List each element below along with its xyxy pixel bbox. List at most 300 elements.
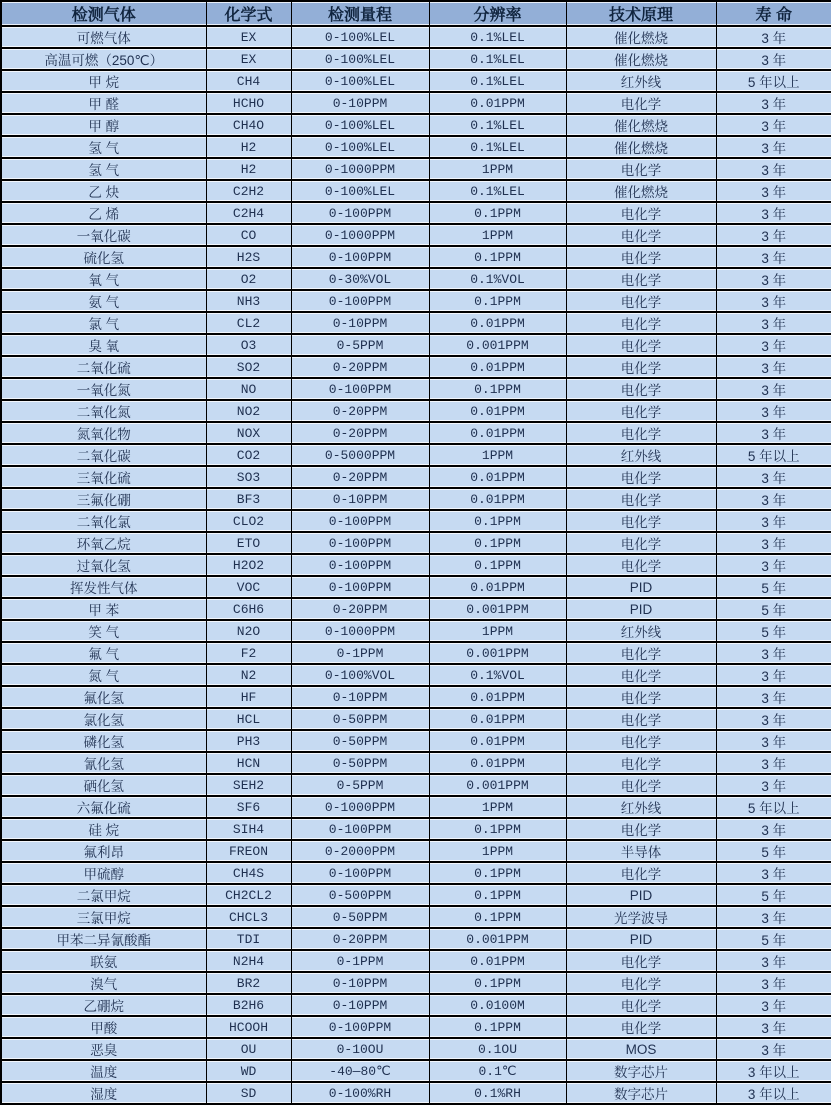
cell-lifespan: 3 年 [716,312,831,334]
cell-range: 0-100PPM [291,1016,429,1038]
cell-resolution: 0.1%RH [429,1082,566,1104]
cell-lifespan: 3 年 [716,708,831,730]
cell-resolution: 1PPM [429,224,566,246]
cell-resolution: 0.01PPM [429,466,566,488]
cell-range: 0-5PPM [291,774,429,796]
cell-formula: BR2 [206,972,291,994]
cell-gas-name: 氯化氢 [1,708,206,730]
cell-range: 0-10PPM [291,972,429,994]
cell-range: 0-1000PPM [291,224,429,246]
cell-resolution: 0.1OU [429,1038,566,1060]
cell-gas-name: 氟 气 [1,642,206,664]
cell-lifespan: 3 年 [716,356,831,378]
cell-resolution: 0.1%LEL [429,70,566,92]
cell-principle: 电化学 [566,290,716,312]
cell-principle: 电化学 [566,950,716,972]
cell-principle: 电化学 [566,224,716,246]
table-row [1,884,831,906]
cell-formula: HCHO [206,92,291,114]
cell-formula: CH2CL2 [206,884,291,906]
cell-formula: CLO2 [206,510,291,532]
table-row [1,620,831,642]
cell-range: 0-100%LEL [291,180,429,202]
cell-principle: MOS [566,1038,716,1060]
cell-gas-name: 甲 醛 [1,92,206,114]
table-header [1,1,831,26]
cell-principle: 电化学 [566,642,716,664]
table-row [1,114,831,136]
cell-lifespan: 3 年 [716,290,831,312]
cell-lifespan: 3 年 [716,532,831,554]
cell-range: 0-5000PPM [291,444,429,466]
cell-principle: PID [566,928,716,950]
table-row [1,532,831,554]
cell-formula: H2O2 [206,554,291,576]
cell-resolution: 0.1PPM [429,378,566,400]
cell-range: 0-100%LEL [291,114,429,136]
cell-formula: HCL [206,708,291,730]
table-row [1,686,831,708]
cell-principle: 半导体 [566,840,716,862]
cell-gas-name: 过氧化氢 [1,554,206,576]
cell-resolution: 1PPM [429,620,566,642]
cell-lifespan: 5 年 [716,620,831,642]
cell-lifespan: 3 年 [716,246,831,268]
table-row [1,576,831,598]
table-row [1,598,831,620]
cell-range: 0-10PPM [291,92,429,114]
cell-gas-name: 乙 炔 [1,180,206,202]
cell-range: 0-100PPM [291,554,429,576]
cell-principle: 电化学 [566,378,716,400]
cell-principle: 电化学 [566,818,716,840]
cell-gas-name: 臭 氧 [1,334,206,356]
cell-lifespan: 3 年 [716,774,831,796]
cell-range: 0-20PPM [291,400,429,422]
cell-formula: SIH4 [206,818,291,840]
cell-gas-name: 二氧化氯 [1,510,206,532]
cell-principle: 电化学 [566,466,716,488]
cell-range: 0-1000PPM [291,158,429,180]
cell-lifespan: 3 年 [716,224,831,246]
cell-formula: NO [206,378,291,400]
cell-range: 0-50PPM [291,730,429,752]
cell-resolution: 0.1PPM [429,246,566,268]
cell-lifespan: 3 年 [716,334,831,356]
cell-formula: BF3 [206,488,291,510]
table-row [1,928,831,950]
cell-gas-name: 氟化氢 [1,686,206,708]
cell-formula: N2 [206,664,291,686]
cell-lifespan: 3 年 [716,422,831,444]
cell-lifespan: 3 年 [716,686,831,708]
cell-principle: 电化学 [566,664,716,686]
cell-range: -40—80℃ [291,1060,429,1082]
cell-range: 0-100PPM [291,818,429,840]
cell-formula: EX [206,48,291,70]
table-row [1,906,831,928]
cell-range: 0-20PPM [291,928,429,950]
cell-lifespan: 3 年 [716,642,831,664]
cell-gas-name: 磷化氢 [1,730,206,752]
cell-formula: N2H4 [206,950,291,972]
cell-range: 0-10PPM [291,994,429,1016]
cell-lifespan: 3 年 [716,26,831,48]
cell-lifespan: 3 年 [716,378,831,400]
cell-range: 0-100%LEL [291,26,429,48]
cell-resolution: 0.001PPM [429,928,566,950]
cell-range: 0-500PPM [291,884,429,906]
cell-formula: SO3 [206,466,291,488]
cell-gas-name: 二氧化硫 [1,356,206,378]
cell-formula: SF6 [206,796,291,818]
cell-resolution: 0.01PPM [429,708,566,730]
header-principle: 技术原理 [566,1,716,26]
cell-formula: H2 [206,136,291,158]
cell-lifespan: 3 年 [716,158,831,180]
table-row [1,554,831,576]
table-row [1,708,831,730]
cell-gas-name: 氯 气 [1,312,206,334]
cell-principle: 电化学 [566,246,716,268]
table-row [1,48,831,70]
cell-formula: NOX [206,422,291,444]
cell-resolution: 0.1PPM [429,532,566,554]
cell-lifespan: 3 年 [716,818,831,840]
cell-principle: 电化学 [566,356,716,378]
cell-lifespan: 3 年 [716,730,831,752]
cell-principle: 电化学 [566,92,716,114]
cell-formula: ETO [206,532,291,554]
table-row [1,158,831,180]
cell-resolution: 0.1PPM [429,202,566,224]
cell-gas-name: 联氨 [1,950,206,972]
cell-formula: PH3 [206,730,291,752]
cell-gas-name: 可燃气体 [1,26,206,48]
cell-formula: CH4O [206,114,291,136]
table-row [1,180,831,202]
cell-principle: 电化学 [566,554,716,576]
table-row [1,818,831,840]
cell-formula: CO2 [206,444,291,466]
cell-range: 0-100%LEL [291,48,429,70]
cell-range: 0-100PPM [291,862,429,884]
cell-principle: 电化学 [566,994,716,1016]
cell-formula: N2O [206,620,291,642]
table-row [1,1082,831,1104]
cell-gas-name: 氰化氢 [1,752,206,774]
cell-range: 0-1000PPM [291,796,429,818]
cell-principle: PID [566,576,716,598]
table-row [1,730,831,752]
cell-formula: HF [206,686,291,708]
header-gas-name: 检测气体 [1,1,206,26]
cell-gas-name: 挥发性气体 [1,576,206,598]
cell-principle: 催化燃烧 [566,26,716,48]
cell-resolution: 0.1%LEL [429,48,566,70]
cell-formula: CH4 [206,70,291,92]
cell-resolution: 0.1PPM [429,906,566,928]
cell-formula: F2 [206,642,291,664]
cell-principle: 电化学 [566,1016,716,1038]
cell-range: 0-50PPM [291,752,429,774]
cell-resolution: 0.1℃ [429,1060,566,1082]
cell-lifespan: 3 年以上 [716,1082,831,1104]
cell-principle: 电化学 [566,972,716,994]
cell-gas-name: 笑 气 [1,620,206,642]
table-row [1,510,831,532]
cell-gas-name: 六氟化硫 [1,796,206,818]
cell-gas-name: 二氧化碳 [1,444,206,466]
cell-principle: 红外线 [566,620,716,642]
cell-gas-name: 氧 气 [1,268,206,290]
cell-range: 0-100%LEL [291,70,429,92]
cell-range: 0-10PPM [291,312,429,334]
cell-resolution: 1PPM [429,796,566,818]
cell-gas-name: 三氧化硫 [1,466,206,488]
cell-lifespan: 5 年 [716,598,831,620]
cell-formula: SEH2 [206,774,291,796]
cell-range: 0-10PPM [291,488,429,510]
cell-resolution: 0.001PPM [429,598,566,620]
cell-gas-name: 氨 气 [1,290,206,312]
cell-formula: C2H4 [206,202,291,224]
cell-principle: PID [566,884,716,906]
cell-range: 0-100%LEL [291,136,429,158]
table-row [1,752,831,774]
cell-gas-name: 乙硼烷 [1,994,206,1016]
table-row [1,290,831,312]
cell-resolution: 0.01PPM [429,356,566,378]
cell-principle: 数字芯片 [566,1082,716,1104]
header-row [1,1,831,26]
cell-gas-name: 氮 气 [1,664,206,686]
cell-gas-name: 硅 烷 [1,818,206,840]
cell-gas-name: 三氟化硼 [1,488,206,510]
cell-resolution: 0.01PPM [429,576,566,598]
table-row [1,664,831,686]
cell-lifespan: 3 年 [716,554,831,576]
cell-principle: 电化学 [566,422,716,444]
cell-lifespan: 3 年 [716,400,831,422]
cell-range: 0-20PPM [291,356,429,378]
cell-formula: HCOOH [206,1016,291,1038]
cell-gas-name: 氢 气 [1,136,206,158]
cell-lifespan: 3 年 [716,994,831,1016]
cell-lifespan: 5 年 [716,840,831,862]
table-row [1,994,831,1016]
table-row [1,202,831,224]
cell-principle: 光学波导 [566,906,716,928]
cell-principle: 电化学 [566,730,716,752]
table-row [1,268,831,290]
cell-gas-name: 温度 [1,1060,206,1082]
cell-principle: PID [566,598,716,620]
cell-gas-name: 一氧化碳 [1,224,206,246]
cell-formula: C6H6 [206,598,291,620]
cell-resolution: 0.01PPM [429,312,566,334]
table-row [1,92,831,114]
cell-lifespan: 3 年 [716,488,831,510]
cell-lifespan: 3 年 [716,180,831,202]
cell-lifespan: 5 年 [716,884,831,906]
cell-resolution: 0.001PPM [429,774,566,796]
cell-formula: NH3 [206,290,291,312]
cell-principle: 电化学 [566,268,716,290]
cell-resolution: 0.1PPM [429,818,566,840]
cell-resolution: 0.1PPM [429,554,566,576]
cell-resolution: 0.1%VOL [429,664,566,686]
table-row [1,422,831,444]
cell-lifespan: 3 年以上 [716,1060,831,1082]
cell-formula: OU [206,1038,291,1060]
cell-resolution: 1PPM [429,158,566,180]
cell-lifespan: 3 年 [716,136,831,158]
cell-resolution: 0.1PPM [429,884,566,906]
header-lifespan: 寿 命 [716,1,831,26]
cell-lifespan: 3 年 [716,972,831,994]
cell-gas-name: 乙 烯 [1,202,206,224]
cell-formula: B2H6 [206,994,291,1016]
table-row [1,312,831,334]
cell-gas-name: 甲酸 [1,1016,206,1038]
cell-range: 0-1PPM [291,642,429,664]
cell-formula: HCN [206,752,291,774]
cell-resolution: 0.01PPM [429,752,566,774]
cell-range: 0-50PPM [291,708,429,730]
cell-formula: TDI [206,928,291,950]
cell-range: 0-30%VOL [291,268,429,290]
cell-principle: 电化学 [566,488,716,510]
cell-formula: CL2 [206,312,291,334]
table-row [1,334,831,356]
cell-formula: O3 [206,334,291,356]
cell-range: 0-100PPM [291,532,429,554]
cell-gas-name: 湿度 [1,1082,206,1104]
cell-lifespan: 3 年 [716,1038,831,1060]
cell-lifespan: 3 年 [716,1016,831,1038]
cell-principle: 电化学 [566,708,716,730]
cell-resolution: 0.1%VOL [429,268,566,290]
cell-formula: C2H2 [206,180,291,202]
cell-gas-name: 环氧乙烷 [1,532,206,554]
cell-range: 0-100PPM [291,202,429,224]
cell-principle: 催化燃烧 [566,136,716,158]
cell-resolution: 0.001PPM [429,334,566,356]
cell-formula: SO2 [206,356,291,378]
table-row [1,136,831,158]
cell-lifespan: 3 年 [716,862,831,884]
cell-gas-name: 氟利昂 [1,840,206,862]
table-row [1,70,831,92]
cell-principle: 电化学 [566,862,716,884]
cell-gas-name: 硫化氢 [1,246,206,268]
cell-range: 0-2000PPM [291,840,429,862]
cell-resolution: 0.01PPM [429,950,566,972]
cell-lifespan: 3 年 [716,114,831,136]
cell-gas-name: 恶臭 [1,1038,206,1060]
cell-range: 0-1PPM [291,950,429,972]
cell-resolution: 0.0100M [429,994,566,1016]
cell-principle: 红外线 [566,796,716,818]
cell-range: 0-20PPM [291,598,429,620]
table-row [1,1060,831,1082]
table-row [1,488,831,510]
cell-range: 0-1000PPM [291,620,429,642]
cell-resolution: 0.01PPM [429,686,566,708]
cell-resolution: 0.001PPM [429,642,566,664]
cell-principle: 催化燃烧 [566,114,716,136]
table-row [1,950,831,972]
cell-formula: SD [206,1082,291,1104]
cell-range: 0-100PPM [291,290,429,312]
cell-principle: 数字芯片 [566,1060,716,1082]
cell-principle: 电化学 [566,510,716,532]
cell-gas-name: 高温可燃（250℃） [1,48,206,70]
cell-principle: 电化学 [566,532,716,554]
cell-lifespan: 3 年 [716,752,831,774]
table-body [1,26,831,1104]
cell-gas-name: 氮氧化物 [1,422,206,444]
cell-lifespan: 3 年 [716,510,831,532]
header-resolution: 分辨率 [429,1,566,26]
cell-formula: CH4S [206,862,291,884]
cell-resolution: 0.01PPM [429,730,566,752]
cell-resolution: 0.01PPM [429,92,566,114]
cell-formula: CO [206,224,291,246]
cell-gas-name: 三氯甲烷 [1,906,206,928]
cell-range: 0-100%RH [291,1082,429,1104]
cell-lifespan: 3 年 [716,466,831,488]
table-row [1,466,831,488]
cell-formula: H2S [206,246,291,268]
cell-resolution: 1PPM [429,840,566,862]
cell-gas-name: 甲 苯 [1,598,206,620]
table-row [1,400,831,422]
cell-resolution: 0.1PPM [429,1016,566,1038]
cell-gas-name: 二氯甲烷 [1,884,206,906]
cell-principle: 电化学 [566,158,716,180]
cell-lifespan: 3 年 [716,268,831,290]
cell-range: 0-100PPM [291,246,429,268]
cell-gas-name: 氢 气 [1,158,206,180]
cell-range: 0-100PPM [291,576,429,598]
cell-formula: VOC [206,576,291,598]
cell-gas-name: 甲 烷 [1,70,206,92]
cell-range: 0-100%VOL [291,664,429,686]
cell-range: 0-5PPM [291,334,429,356]
table-row [1,796,831,818]
table-row [1,378,831,400]
cell-formula: WD [206,1060,291,1082]
header-formula: 化学式 [206,1,291,26]
cell-principle: 电化学 [566,686,716,708]
table-row [1,1038,831,1060]
table-row [1,972,831,994]
cell-range: 0-100PPM [291,510,429,532]
cell-range: 0-100PPM [291,378,429,400]
cell-resolution: 0.1PPM [429,290,566,312]
cell-lifespan: 5 年以上 [716,796,831,818]
cell-resolution: 1PPM [429,444,566,466]
cell-range: 0-10OU [291,1038,429,1060]
cell-principle: 电化学 [566,202,716,224]
table-row [1,774,831,796]
cell-lifespan: 3 年 [716,202,831,224]
table-row [1,356,831,378]
cell-principle: 电化学 [566,752,716,774]
table-row [1,246,831,268]
